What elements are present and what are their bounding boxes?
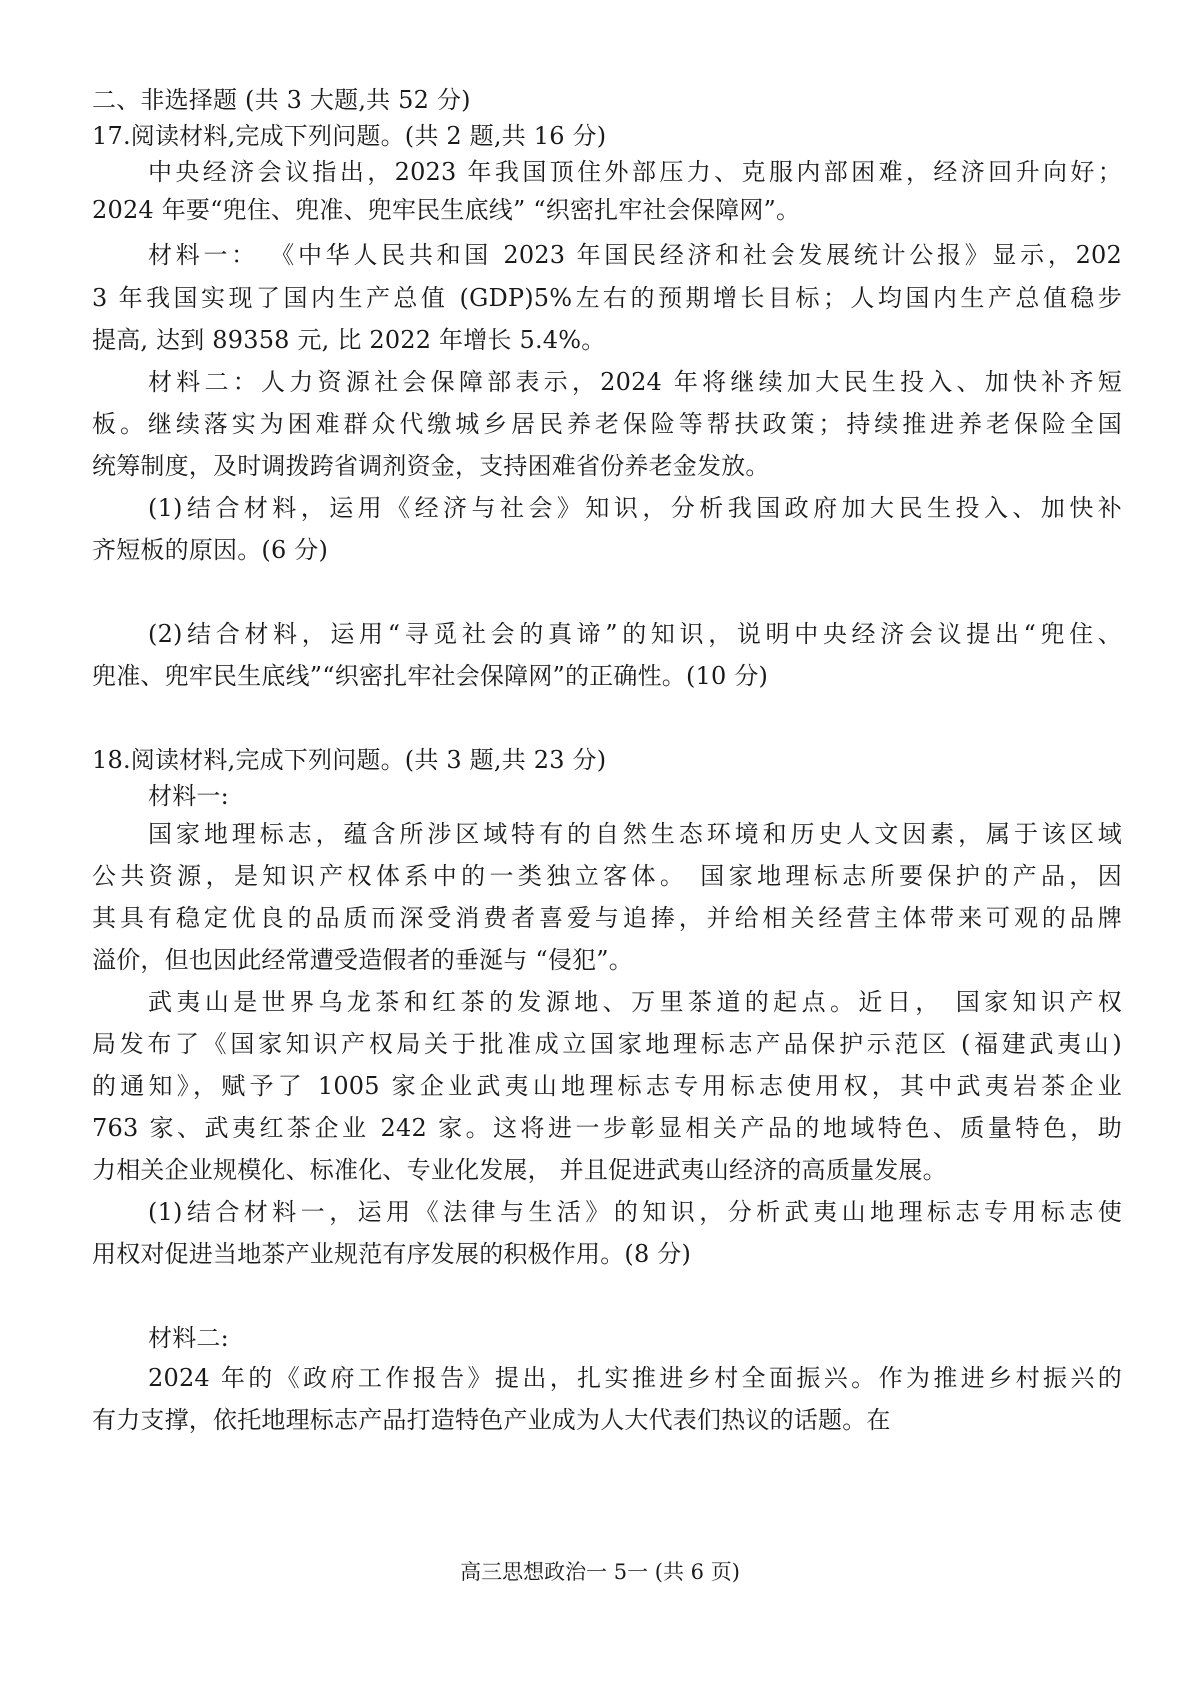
page-footer: 高三思想政治一 5一 (共 6 页) <box>460 1560 740 1584</box>
q18-material1-line: 公共资源，是知识产权体系中的一类独立客体。 国家地理标志所要保护的产品，因 <box>92 862 1122 890</box>
q18-material1-line: 其具有稳定优良的品质而深受消费者喜爱与追捧，并给相关经营主体带来可观的品牌 <box>92 904 1122 932</box>
q18-material1-line: 局发布了《国家知识产权局关于批准成立国家地理标志产品保护示范区 (福建武夷山) <box>92 1030 1122 1058</box>
q18-material2-line: 有力支撑，依托地理标志产品打造特色产业成为人大代表们热议的话题。在 <box>92 1406 891 1434</box>
q18-material1-line: 力相关企业规模化、标准化、专业化发展， 并且促进武夷山经济的高质量发展。 <box>92 1156 947 1184</box>
q18-material1-line: 的通知》，赋予了 1005 家企业武夷山地理标志专用标志使用权，其中武夷岩茶企业 <box>92 1072 1122 1100</box>
q17-intro-line: 中央经济会议指出，2023 年我国顶住外部压力、克服内部困难，经济回升向好； <box>148 158 1122 186</box>
q17-question2-line: 兜准、兜牢民生底线”“织密扎牢社会保障网”的正确性。(10 分) <box>92 662 769 690</box>
q17-heading: 17.阅读材料,完成下列问题。(共 2 题,共 16 分) <box>92 122 607 150</box>
q17-question1-line: 齐短板的原因。(6 分) <box>92 536 329 564</box>
q18-material1-label: 材料一: <box>148 782 229 810</box>
q17-material1-line: 3 年我国实现了国内生产总值 (GDP)5%左右的预期增长目标；人均国内生产总值稳步 <box>92 284 1122 312</box>
q18-question1-line: (1)结合材料一，运用《法律与生活》的知识，分析武夷山地理标志专用标志使 <box>148 1198 1122 1226</box>
q17-question1-line: (1)结合材料，运用《经济与社会》知识，分析我国政府加大民生投入、加快补 <box>148 494 1122 522</box>
q17-material1-line: 提高, 达到 89358 元, 比 2022 年增长 5.4%。 <box>92 326 606 354</box>
q18-material2-label: 材料二: <box>148 1324 229 1352</box>
section-title: 二、非选择题 (共 3 大题,共 52 分) <box>92 86 471 114</box>
q18-heading: 18.阅读材料,完成下列问题。(共 3 题,共 23 分) <box>92 746 607 774</box>
q18-material1-line: 763 家、武夷红茶企业 242 家。这将进一步彰显相关产品的地域特色、质量特色，助 <box>92 1114 1122 1142</box>
q18-material1-line: 国家地理标志，蕴含所涉区域特有的自然生态环境和历史人文因素，属于该区域 <box>148 820 1122 848</box>
q17-material1-line: 材料一： 《中华人民共和国 2023 年国民经济和社会发展统计公报》显示，202 <box>148 241 1122 269</box>
q17-material2-line: 统筹制度，及时调拨跨省调剂资金，支持困难省份养老金发放。 <box>92 452 770 480</box>
q17-material2-line: 材料二：人力资源社会保障部表示，2024 年将继续加大民生投入、加快补齐短 <box>148 368 1122 396</box>
q17-intro-line: 2024 年要“兜住、兜准、兜牢民生底线” “织密扎牢社会保障网”。 <box>92 196 801 224</box>
q18-question1-line: 用权对促进当地茶产业规范有序发展的积极作用。(8 分) <box>92 1240 692 1268</box>
q17-material2-line: 板。继续落实为困难群众代缴城乡居民养老保险等帮扶政策；持续推进养老保险全国 <box>92 410 1122 438</box>
q18-material1-line: 溢价，但也因此经常遭受造假者的垂涎与 “侵犯”。 <box>92 946 633 974</box>
q18-material1-line: 武夷山是世界乌龙茶和红茶的发源地、万里茶道的起点。近日， 国家知识产权 <box>148 988 1122 1016</box>
q18-material2-line: 2024 年的《政府工作报告》提出，扎实推进乡村全面振兴。作为推进乡村振兴的 <box>148 1364 1122 1392</box>
q17-question2-line: (2)结合材料，运用“寻觅社会的真谛”的知识，说明中央经济会议提出“兜住、 <box>148 620 1122 648</box>
